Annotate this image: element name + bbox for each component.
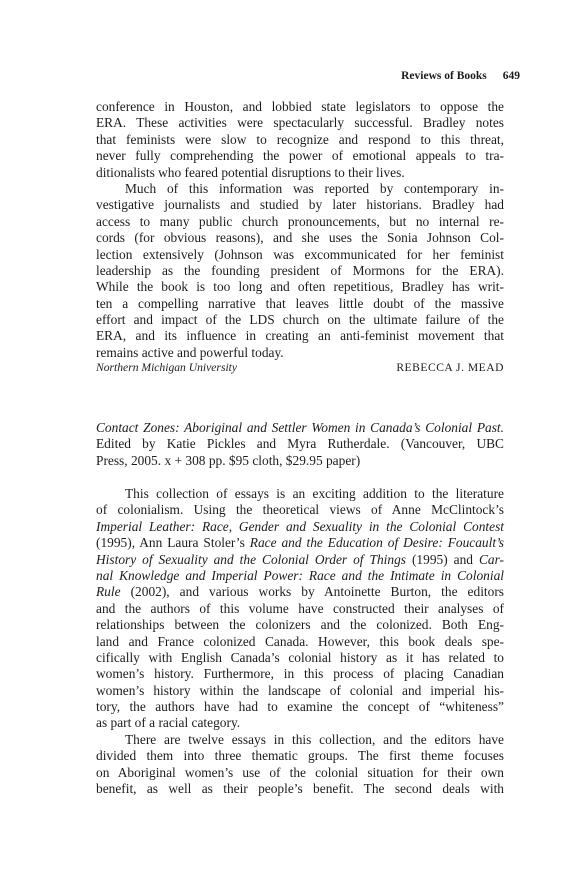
text-span: relationships between the colonizers and the colonized. Both Eng- (96, 617, 504, 633)
review-signature (96, 361, 504, 374)
text-span: tory, the authors have had to examine the concept of “whiteness” (96, 699, 504, 715)
text-span: as part of a racial category. (96, 715, 241, 731)
italic-title-span: Car- (478, 551, 505, 567)
text-span: that feminists were slow to recognize and respond to this threat, (96, 131, 504, 147)
text-span: on Aboriginal women’s use of the colonial situation for their own (96, 764, 504, 780)
text-span: never fully comprehending the power of emotional appeals to tra- (96, 148, 504, 164)
text-line (96, 781, 504, 797)
text-line (96, 328, 504, 344)
running-header (401, 70, 520, 82)
text-span: ERA. These activities were spectacularly successful. Bradley notes (96, 115, 504, 131)
text-span: conference in Houston, and lobbied state legislators to oppose the (96, 99, 504, 114)
text-line (96, 601, 504, 617)
text-line (96, 683, 504, 699)
text-line (96, 279, 504, 295)
text-line (96, 148, 504, 164)
text-span: While the book is too long and often repetitious, Bradley has writ- (96, 279, 504, 295)
text-line (96, 699, 504, 715)
text-span: benefit, as well as their people’s benefit. The second deals with (96, 781, 504, 797)
text-line (96, 535, 504, 551)
text-line (96, 552, 504, 568)
text-span: ditionalists who feared potential disruptions to their lives. (96, 164, 405, 180)
text-span: Much of this information was reported by contemporary in- (125, 180, 504, 196)
text-span: effort and impact of the LDS church on the ultimate failure of the (96, 312, 504, 328)
text-span: ERA, and its influence in creating an anti-feminist movement that (96, 328, 504, 344)
text-span: divided them into three thematic groups. The first theme focuses (96, 748, 504, 764)
text-line (96, 765, 504, 781)
review-body (96, 486, 504, 797)
text-line (96, 197, 504, 213)
text-line (96, 214, 504, 230)
text-span: of colonialism. Using the theoretical views of Anne McClintock’s (96, 502, 504, 518)
text-line (96, 181, 504, 197)
text-line (96, 486, 504, 502)
text-line (96, 165, 504, 181)
italic-title-span: Rule (96, 584, 121, 600)
text-span: This collection of essays is an exciting addition to the literature (125, 486, 504, 501)
reviewer-name: REBECCA J. MEAD (396, 361, 504, 374)
text-line (96, 502, 504, 518)
text-span: (2002), and various works by Antoinette Burton, the editors (120, 584, 504, 600)
text-span: Press, 2005. x + 308 pp. $95 cloth, $29.95 paper) (96, 452, 361, 468)
text-span: cifically with English Canada’s colonial history as it has related to (96, 649, 504, 665)
text-span: ten a compelling narrative that leaves little doubt of the massive (96, 295, 504, 311)
text-span: access to many public church pronouncements, but no internal re- (96, 213, 504, 229)
text-span: Edited by Katie Pickles and Myra Rutherdale. (Vancouver, UBC (96, 436, 504, 452)
text-span: and the authors of this volume have constructed their analyses of (96, 600, 504, 616)
text-span: lection extensively (Johnson was excommunicated for her feminist (96, 246, 504, 262)
text-line (96, 345, 504, 361)
text-span: vestigative journalists and studied by later historians. Bradley had (96, 197, 504, 213)
text-line (96, 115, 504, 131)
page-number: 649 (502, 70, 520, 82)
italic-title-span: Contact Zones: Aboriginal and Settler Women in Canada’s Colonial Past. (96, 420, 504, 435)
text-span: land and France colonized Canada. However, this book deals spe- (96, 633, 504, 649)
review-body-continued (96, 99, 504, 361)
text-line (96, 634, 504, 650)
book-citation (96, 420, 504, 469)
text-line (96, 247, 504, 263)
text-line (96, 584, 504, 600)
text-span: There are twelve essays in this collection, and the editors have (125, 731, 504, 747)
text-span: cords (for obvious reasons), and she uses the Sonia Johnson Col- (96, 230, 504, 246)
text-line (96, 99, 504, 115)
text-line (96, 617, 504, 633)
text-line (96, 732, 504, 748)
italic-title-span: Race and the Education of Desire: Foucault’s (249, 535, 504, 551)
text-span: (1995) and (405, 551, 479, 567)
text-line (96, 436, 504, 452)
text-line (96, 453, 504, 469)
text-line (96, 263, 504, 279)
text-span: women’s history. Furthermore, in this process of placing Canadian (96, 666, 504, 682)
text-line (96, 296, 504, 312)
text-span: leadership as the founding president of Mormons for the ERA). (96, 262, 504, 278)
text-span: remains active and powerful today. (96, 344, 284, 360)
text-line (96, 650, 504, 666)
text-line (96, 132, 504, 148)
text-line (96, 748, 504, 764)
italic-title-span: Imperial Leather: Race, Gender and Sexuality in the Colonial Contest (96, 518, 504, 534)
text-span: (1995), Ann Laura Stoler’s (96, 535, 250, 551)
text-line (96, 420, 504, 436)
text-line (96, 568, 504, 584)
text-span: women’s history within the landscape of colonial and imperial his- (96, 682, 504, 698)
italic-title-span: nal Knowledge and Imperial Power: Race and the Intimate in Colonial (96, 567, 504, 583)
text-line (96, 666, 504, 682)
text-line (96, 715, 504, 731)
text-line (96, 230, 504, 246)
italic-title-span: History of Sexuality and the Colonial Order of Things (96, 551, 406, 567)
reviewer-affiliation: Northern Michigan University (96, 361, 238, 374)
text-line (96, 312, 504, 328)
section-title: Reviews of Books (401, 70, 487, 82)
text-line (96, 519, 504, 535)
